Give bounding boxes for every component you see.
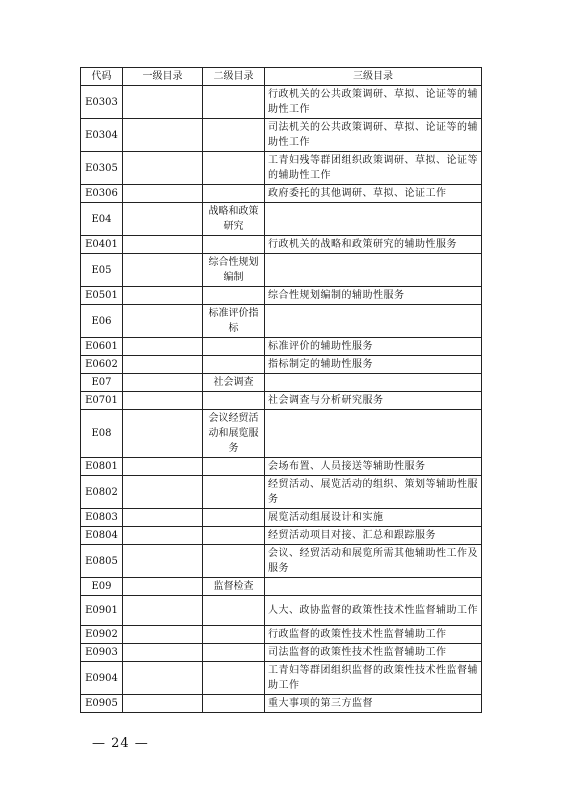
- table-row: [81, 254, 482, 287]
- cell-level3: 工青妇等群团组织监督的政策性技术性监督辅助工作: [265, 662, 482, 695]
- cell-code: E0904: [81, 662, 123, 695]
- cell-level1: [123, 527, 203, 545]
- cell-level1: [123, 152, 203, 185]
- cell-level2: 综合性规划编制: [203, 254, 265, 287]
- cell-level1: [123, 338, 203, 356]
- cell-level3: 行政机关的公共政策调研、草拟、论证等的辅助性工作: [265, 86, 482, 119]
- cell-level1: [123, 476, 203, 509]
- table-row: [81, 287, 482, 305]
- cell-level3: [265, 254, 482, 287]
- cell-level3: 展览活动组展设计和实施: [265, 509, 482, 527]
- table-row: [81, 152, 482, 185]
- cell-level1: [123, 86, 203, 119]
- cell-level3: [265, 305, 482, 338]
- cell-code: E0701: [81, 392, 123, 410]
- table-row: [81, 305, 482, 338]
- cell-level3: 工青妇残等群团组织政策调研、草拟、论证等的辅助性工作: [265, 152, 482, 185]
- table-row: [81, 527, 482, 545]
- cell-level1: [123, 254, 203, 287]
- cell-level3: 人大、政协监督的政策性技术性监督辅助工作: [265, 596, 482, 626]
- cell-level2: [203, 476, 265, 509]
- cell-level1: [123, 236, 203, 254]
- table-header-row: [81, 68, 482, 86]
- cell-level3: 经贸活动项目对接、汇总和跟踪服务: [265, 527, 482, 545]
- cell-code: E0804: [81, 527, 123, 545]
- cell-level2: [203, 236, 265, 254]
- cell-level3: 会议、经贸活动和展览所需其他辅助性工作及服务: [265, 545, 482, 578]
- cell-code: E0601: [81, 338, 123, 356]
- cell-code: E06: [81, 305, 123, 338]
- cell-level3: 重大事项的第三方监督: [265, 695, 482, 713]
- cell-code: E0303: [81, 86, 123, 119]
- cell-level2: [203, 626, 265, 644]
- cell-level2: 会议经贸活动和展览服务: [203, 410, 265, 458]
- cell-level1: [123, 695, 203, 713]
- table-row: [81, 392, 482, 410]
- cell-level2: [203, 185, 265, 203]
- cell-level2: [203, 509, 265, 527]
- cell-code: E0304: [81, 119, 123, 152]
- cell-level1: [123, 374, 203, 392]
- table-row: [81, 203, 482, 236]
- table-row: [81, 185, 482, 203]
- cell-level1: [123, 185, 203, 203]
- table-row: [81, 662, 482, 695]
- cell-level2: 监督检查: [203, 578, 265, 596]
- cell-level1: [123, 119, 203, 152]
- cell-code: E0801: [81, 458, 123, 476]
- table-row: [81, 578, 482, 596]
- cell-code: E08: [81, 410, 123, 458]
- cell-level3: [265, 578, 482, 596]
- cell-level2: [203, 119, 265, 152]
- cell-code: E0802: [81, 476, 123, 509]
- table-row: [81, 86, 482, 119]
- cell-level1: [123, 644, 203, 662]
- cell-level1: [123, 596, 203, 626]
- cell-level3: [265, 374, 482, 392]
- cell-level3: 社会调查与分析研究服务: [265, 392, 482, 410]
- table-row: [81, 236, 482, 254]
- table-row: [81, 356, 482, 374]
- cell-level2: [203, 287, 265, 305]
- cell-level3: [265, 410, 482, 458]
- cell-level1: [123, 410, 203, 458]
- cell-level1: [123, 458, 203, 476]
- cell-level2: [203, 152, 265, 185]
- table-row: [81, 458, 482, 476]
- cell-level1: [123, 203, 203, 236]
- table-row: [81, 545, 482, 578]
- cell-code: E05: [81, 254, 123, 287]
- cell-code: E0905: [81, 695, 123, 713]
- cell-level1: [123, 545, 203, 578]
- cell-code: E0803: [81, 509, 123, 527]
- cell-level1: [123, 578, 203, 596]
- cell-level3: 经贸活动、展览活动的组织、策划等辅助性服务: [265, 476, 482, 509]
- table-row: [81, 410, 482, 458]
- cell-code: E0602: [81, 356, 123, 374]
- cell-level3: 司法监督的政策性技术性监督辅助工作: [265, 644, 482, 662]
- cell-code: E0903: [81, 644, 123, 662]
- header-code: 代码: [81, 68, 123, 86]
- cell-level2: 战略和政策研究: [203, 203, 265, 236]
- table-row: [81, 596, 482, 626]
- cell-level1: [123, 662, 203, 695]
- cell-level1: [123, 305, 203, 338]
- header-level3: 三级目录: [265, 68, 482, 86]
- cell-level2: [203, 356, 265, 374]
- cell-level3: 综合性规划编制的辅助性服务: [265, 287, 482, 305]
- cell-level3: 标准评价的辅助性服务: [265, 338, 482, 356]
- cell-code: E0501: [81, 287, 123, 305]
- catalog-table: [80, 67, 482, 713]
- cell-level3: 指标制定的辅助性服务: [265, 356, 482, 374]
- cell-level3: 司法机关的公共政策调研、草拟、论证等的辅助性工作: [265, 119, 482, 152]
- table-row: [81, 119, 482, 152]
- cell-level2: [203, 662, 265, 695]
- cell-level3: 行政机关的战略和政策研究的辅助性服务: [265, 236, 482, 254]
- table-row: [81, 695, 482, 713]
- header-level1: 一级目录: [123, 68, 203, 86]
- cell-code: E07: [81, 374, 123, 392]
- cell-level2: [203, 338, 265, 356]
- cell-code: E0902: [81, 626, 123, 644]
- cell-level2: [203, 695, 265, 713]
- cell-level2: [203, 644, 265, 662]
- cell-level2: [203, 527, 265, 545]
- cell-level3: [265, 203, 482, 236]
- cell-level1: [123, 287, 203, 305]
- cell-level2: [203, 86, 265, 119]
- table-row: [81, 374, 482, 392]
- cell-level1: [123, 356, 203, 374]
- table-row: [81, 476, 482, 509]
- cell-level2: [203, 596, 265, 626]
- cell-code: E0805: [81, 545, 123, 578]
- table-row: [81, 338, 482, 356]
- cell-level3: 行政监督的政策性技术性监督辅助工作: [265, 626, 482, 644]
- cell-level2: 社会调查: [203, 374, 265, 392]
- cell-code: E09: [81, 578, 123, 596]
- table-body: [81, 86, 482, 713]
- table-row: [81, 509, 482, 527]
- cell-code: E04: [81, 203, 123, 236]
- cell-code: E0901: [81, 596, 123, 626]
- cell-level2: 标准评价指标: [203, 305, 265, 338]
- cell-level1: [123, 392, 203, 410]
- cell-code: E0305: [81, 152, 123, 185]
- header-level2: 二级目录: [203, 68, 265, 86]
- page-number: — 24 —: [92, 736, 149, 751]
- cell-level2: [203, 545, 265, 578]
- cell-level3: 政府委托的其他调研、草拟、论证工作: [265, 185, 482, 203]
- table-row: [81, 644, 482, 662]
- cell-level2: [203, 392, 265, 410]
- cell-code: E0306: [81, 185, 123, 203]
- cell-level1: [123, 509, 203, 527]
- cell-level2: [203, 458, 265, 476]
- cell-code: E0401: [81, 236, 123, 254]
- cell-level3: 会场布置、人员接送等辅助性服务: [265, 458, 482, 476]
- table-row: [81, 626, 482, 644]
- cell-level1: [123, 626, 203, 644]
